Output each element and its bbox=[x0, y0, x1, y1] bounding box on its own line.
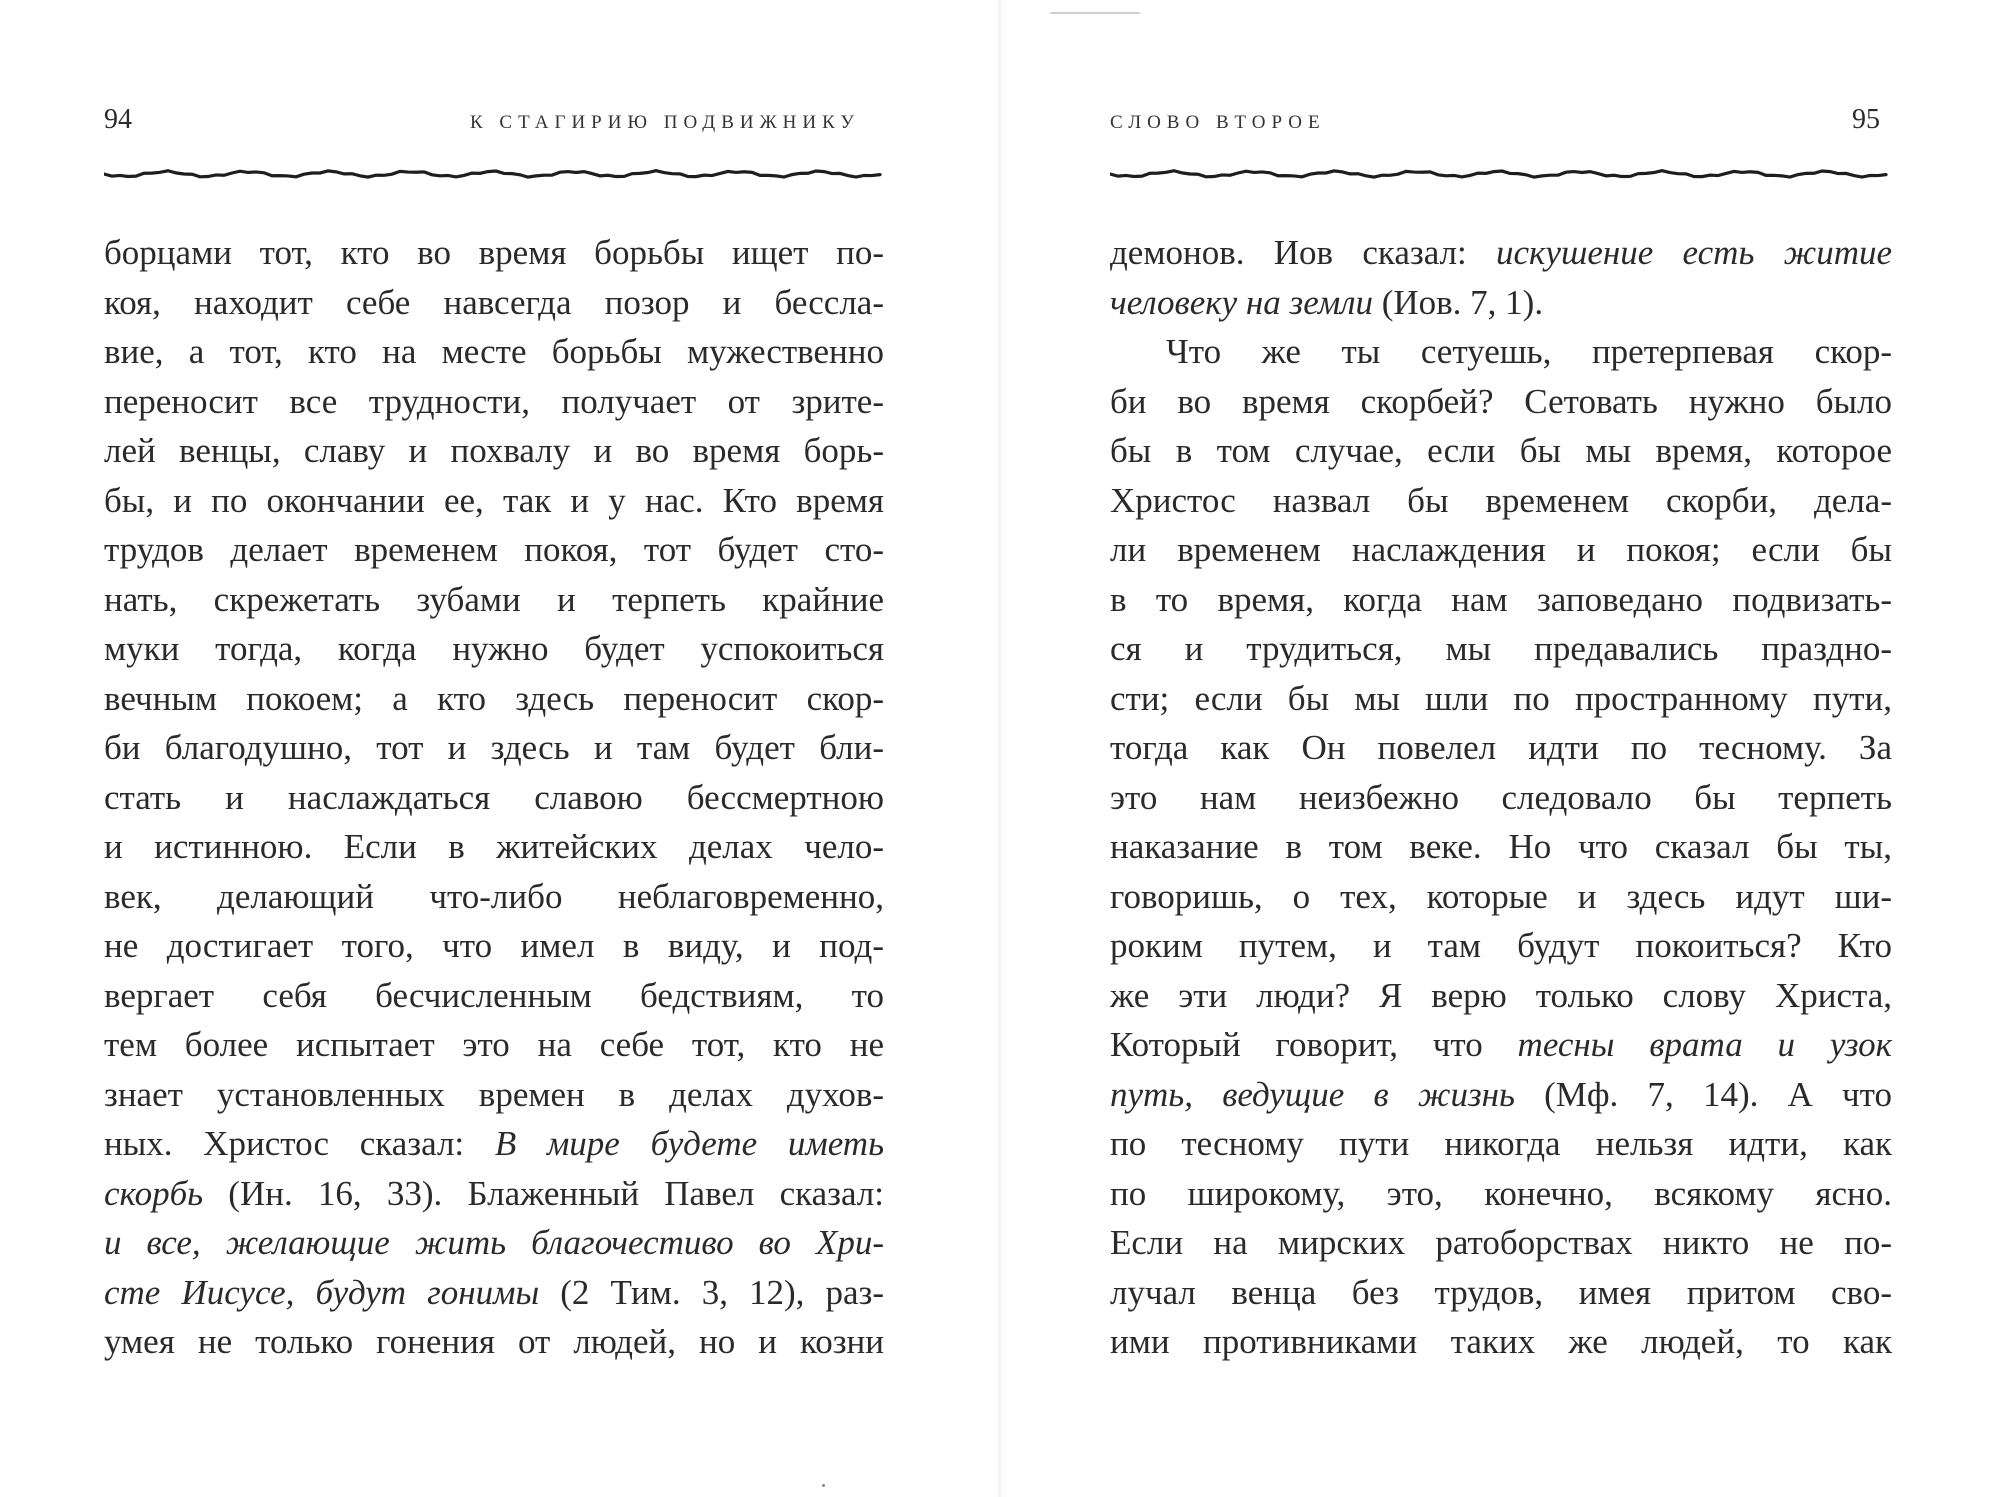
text-line bbox=[1110, 674, 1892, 724]
running-head: К СТАГИРИЮ ПОДВИЖНИКУ bbox=[470, 112, 860, 133]
text-run: по тесному пути никогда нельзя идти, как bbox=[1110, 1124, 1892, 1163]
text-line bbox=[1110, 1218, 1892, 1268]
left-text-block bbox=[104, 228, 884, 1367]
text-line bbox=[104, 525, 884, 575]
text-run: ими противниками таких же людей, то как bbox=[1110, 1322, 1892, 1361]
text-run: в то время, когда нам заповедано подвизать- bbox=[1110, 579, 1892, 619]
page-number: 95 bbox=[1852, 104, 1880, 135]
text-run: демонов. Иов сказал: bbox=[1110, 233, 1496, 272]
text-line bbox=[1110, 476, 1892, 526]
italic-quote: человеку на земли bbox=[1110, 282, 1373, 322]
text-line bbox=[104, 674, 884, 724]
text-line bbox=[1110, 1020, 1892, 1070]
text-line bbox=[104, 822, 884, 872]
text-run: (Ин. 16, 33). Блаженный Павел сказал: bbox=[203, 1173, 884, 1213]
text-run: знает установленных времен в делах духов- bbox=[104, 1074, 884, 1114]
text-run: вергает себя бесчисленным бедствиям, то bbox=[104, 975, 884, 1015]
text-line bbox=[1110, 575, 1892, 625]
text-run: стать и наслаждаться славою бессмертною bbox=[104, 777, 884, 817]
text-run: ся и трудиться, мы предавались праздно- bbox=[1110, 629, 1892, 668]
text-run: вечным покоем; а кто здесь переносит скор- bbox=[104, 678, 884, 718]
text-line bbox=[1110, 1169, 1892, 1219]
text-run: лей венцы, славу и похвалу и во время борь- bbox=[104, 431, 884, 470]
text-line bbox=[104, 723, 884, 773]
rule-path bbox=[104, 171, 880, 177]
text-line bbox=[1110, 228, 1892, 278]
running-head: СЛОВО ВТОРОЕ bbox=[1110, 112, 1326, 133]
text-line bbox=[104, 426, 884, 476]
italic-quote: скорбь bbox=[104, 1173, 204, 1213]
text-run: и истинною. Если в житейских делах чело- bbox=[104, 827, 884, 866]
text-line bbox=[1110, 525, 1892, 575]
text-line bbox=[104, 1020, 884, 1070]
text-run: это нам неизбежно следовало бы терпеть bbox=[1110, 777, 1892, 817]
text-line bbox=[104, 971, 884, 1021]
text-run: би благодушно, тот и здесь и там будет бли- bbox=[104, 728, 884, 767]
wavy-rule bbox=[1110, 160, 1892, 186]
italic-quote: сте Иисусе, будут гонимы bbox=[104, 1272, 540, 1312]
text-run: не достигает того, что имел в виду, и под- bbox=[104, 926, 884, 965]
right-text-block bbox=[1110, 228, 1892, 1367]
text-run: говоришь, о тех, которые и здесь идут ши- bbox=[1110, 876, 1892, 916]
text-run: век, делающий что-либо неблаговременно, bbox=[104, 876, 884, 916]
text-line bbox=[104, 1317, 884, 1367]
text-line bbox=[1110, 1317, 1892, 1367]
text-run: трудов делает временем покоя, тот будет сто- bbox=[104, 530, 884, 569]
text-run: ли временем наслаждения и покоя; если бы bbox=[1110, 530, 1892, 569]
text-run: Если на мирских ратоборствах никто не по- bbox=[1110, 1223, 1892, 1262]
text-line bbox=[104, 624, 884, 674]
rule-path bbox=[1110, 171, 1886, 177]
text-run: муки тогда, когда нужно будет успокоиться bbox=[104, 629, 884, 668]
text-run: лучал венца без трудов, имея притом сво- bbox=[1110, 1272, 1892, 1312]
wavy-rule-ornament bbox=[104, 160, 884, 186]
text-run: Что же ты сетуешь, претерпевая скор- bbox=[1166, 332, 1892, 371]
text-line bbox=[104, 1268, 884, 1318]
text-run: коя, находит себе навсегда позор и бесcла- bbox=[104, 282, 884, 322]
text-line bbox=[104, 773, 884, 823]
text-line bbox=[1110, 822, 1892, 872]
text-line bbox=[104, 1218, 884, 1268]
text-run: тогда как Он повелел идти по тесному. За bbox=[1110, 728, 1892, 767]
text-run: би во время скорбей? Сетовать нужно было bbox=[1110, 381, 1892, 421]
text-run: борцами тот, кто во время борьбы ищет по- bbox=[104, 233, 884, 272]
text-run: ных. Христос сказал: bbox=[104, 1124, 495, 1163]
text-run: Который говорит, что bbox=[1110, 1025, 1518, 1064]
text-line bbox=[104, 476, 884, 526]
text-run: нать, скрежетать зубами и терпеть крайние bbox=[104, 579, 884, 619]
text-run: Христос назвал бы временем скорби, дела- bbox=[1110, 480, 1892, 520]
text-run: (2 Тим. 3, 12), раз- bbox=[539, 1272, 884, 1312]
text-run: по широкому, это, конечно, всякому ясно. bbox=[1110, 1173, 1892, 1213]
text-line bbox=[104, 1119, 884, 1169]
italic-quote: тесны врата и узок bbox=[1517, 1025, 1892, 1064]
text-line bbox=[104, 1070, 884, 1120]
text-line bbox=[104, 872, 884, 922]
text-run: бы, и по окончании ее, так и у нас. Кто время bbox=[104, 480, 884, 520]
italic-quote: искушение есть житие bbox=[1496, 233, 1892, 272]
text-line bbox=[104, 575, 884, 625]
text-line bbox=[1110, 872, 1892, 922]
text-line bbox=[1110, 624, 1892, 674]
text-line bbox=[104, 377, 884, 427]
text-line bbox=[104, 1169, 884, 1219]
italic-quote: В мире будете иметь bbox=[494, 1124, 884, 1163]
text-run: наказание в том веке. Но что сказал бы ты, bbox=[1110, 827, 1892, 866]
text-run: сти; если бы мы шли по пространному пути, bbox=[1110, 678, 1892, 718]
text-run: же эти люди? Я верю только слову Христа, bbox=[1110, 975, 1892, 1015]
right-page bbox=[1000, 0, 2000, 1497]
text-line bbox=[1110, 773, 1892, 823]
text-line bbox=[104, 921, 884, 971]
page-number: 94 bbox=[104, 104, 132, 135]
text-line bbox=[104, 327, 884, 377]
text-run: тем более испытает это на себе тот, кто не bbox=[104, 1025, 884, 1064]
text-line bbox=[104, 228, 884, 278]
text-line bbox=[1110, 1119, 1892, 1169]
text-run: роким путем, и там будут покоиться? Кто bbox=[1110, 926, 1892, 965]
text-run: умея не только гонения от людей, но и козни bbox=[104, 1322, 884, 1361]
text-run: бы в том случае, если бы мы время, которое bbox=[1110, 431, 1892, 470]
text-run: (Иов. 7, 1). bbox=[1372, 282, 1544, 322]
text-line bbox=[1110, 377, 1892, 427]
text-line bbox=[1110, 921, 1892, 971]
text-line bbox=[1110, 426, 1892, 476]
text-line bbox=[1110, 723, 1892, 773]
scan-artifact bbox=[1050, 12, 1140, 14]
wavy-rule-ornament bbox=[1110, 160, 1892, 186]
text-line bbox=[1110, 327, 1892, 377]
text-line bbox=[1110, 971, 1892, 1021]
text-line bbox=[104, 278, 884, 328]
scan-artifact bbox=[822, 1484, 825, 1487]
text-run: переносит все трудности, получает от зрите- bbox=[104, 381, 884, 421]
text-line bbox=[1110, 278, 1892, 328]
italic-quote: путь, ведущие в жизнь bbox=[1110, 1074, 1515, 1114]
text-line bbox=[1110, 1070, 1892, 1120]
wavy-rule bbox=[104, 160, 884, 186]
text-run: (Мф. 7, 14). А что bbox=[1514, 1074, 1892, 1114]
text-line bbox=[1110, 1268, 1892, 1318]
italic-quote: и все, желающие жить благочестиво во Хри- bbox=[104, 1223, 884, 1262]
text-run: вие, а тот, кто на месте борьбы мужественно bbox=[104, 332, 884, 371]
